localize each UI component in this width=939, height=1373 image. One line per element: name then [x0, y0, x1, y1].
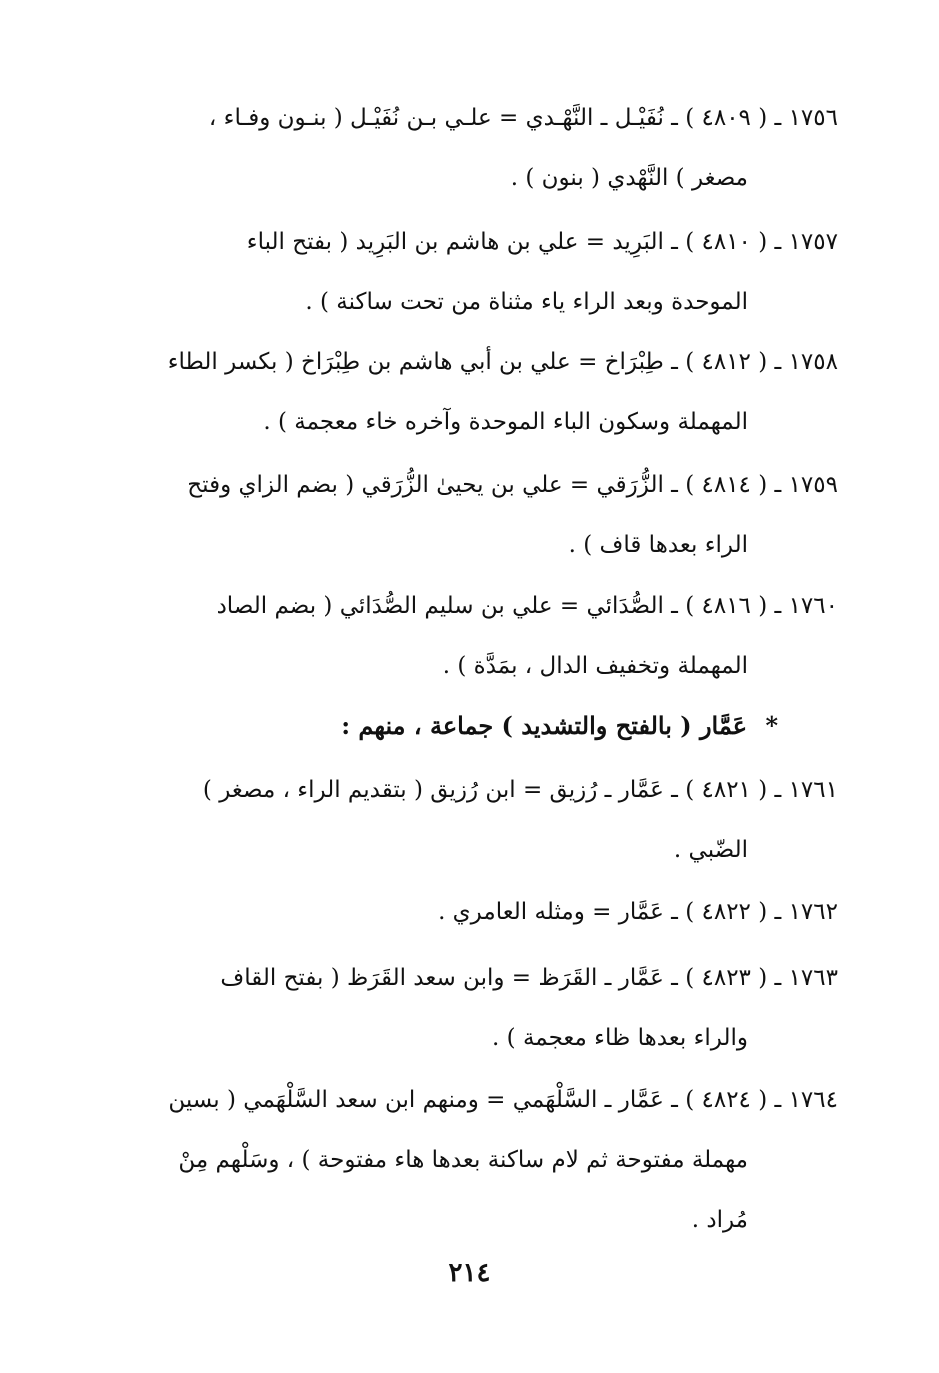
entry-1764	[78, 1070, 838, 1250]
entry-line: ١٧٥٨ ـ ( ٤٨١٢ ) ـ طِبْرَاخ = علي بن أبي هاشم بن طِبْرَاخ ( بكسر الطاء	[167, 349, 838, 375]
section-heading	[78, 706, 778, 746]
entry-line: الموحدة وبعد الراء ياء مثناة من تحت ساكنة ) .	[305, 289, 748, 315]
entry-line: ١٧٦٠ ـ ( ٤٨١٦ ) ـ الصُّدَائي = علي بن سليم الصُّدَائي ( بضم الصاد	[216, 593, 838, 619]
entry-line: الضّبي .	[673, 837, 748, 863]
entry-line: ١٧٥٦ ـ ( ٤٨٠٩ ) ـ نُفَيْـل ـ النَّهْـدي = علـي بـن نُفَيْـل ( بنـون وفـاء ،	[208, 105, 838, 131]
entry-1757	[78, 212, 838, 332]
entry-1758	[78, 332, 838, 452]
entry-line: والراء بعدها ظاء معجمة ) .	[492, 1025, 748, 1051]
entry-line: ١٧٥٩ ـ ( ٤٨١٤ ) ـ الزُّرَقي = علي بن يحيىٰ الزُّرَقي ( بضم الزاي وفتح	[187, 472, 838, 498]
entry-1762	[78, 882, 838, 942]
asterisk-icon: *	[765, 711, 778, 740]
entry-line: ١٧٦٣ ـ ( ٤٨٢٣ ) ـ عَمَّار ـ القَرَظ = وابن سعد القَرَظ ( بفتح القاف	[220, 965, 838, 991]
entry-line: مهملة مفتوحة ثم لام ساكنة بعدها هاء مفتوحة ) ، وسَلْهم مِنْ	[178, 1147, 748, 1173]
page-number: ٢١٤	[448, 1258, 491, 1288]
entry-1760	[78, 576, 838, 696]
entry-line: ١٧٦٤ ـ ( ٤٨٢٤ ) ـ عَمَّار ـ السَّلْهَمي = ومنهم ابن سعد السَّلْهَمي ( بسين	[168, 1087, 838, 1113]
entry-1761	[78, 760, 838, 880]
entry-line: ١٧٥٧ ـ ( ٤٨١٠ ) ـ البَرِيد = علي بن هاشم بن البَرِيد ( بفتح الباء	[246, 229, 838, 255]
entry-line: المهملة وسكون الباء الموحدة وآخره خاء معجمة ) .	[263, 409, 748, 435]
entry-line: ١٧٦١ ـ ( ٤٨٢١ ) ـ عَمَّار ـ رُزيق = ابن رُزيق ( بتقديم الراء ، مصغر )	[202, 777, 838, 803]
entry-line: مصغر ) النَّهْدي ( بنون ) .	[510, 165, 748, 191]
entry-line: المهملة وتخفيف الدال ، بمَدَّة ) .	[442, 653, 748, 679]
entry-line: مُراد .	[691, 1207, 748, 1233]
entry-1759	[78, 455, 838, 575]
entry-line: الراء بعدها قاف ) .	[568, 532, 748, 558]
section-heading-text: عَمَّار ( بالفتح والتشديد ) جماعة ، منهم :	[341, 711, 748, 740]
entry-line: ١٧٦٢ ـ ( ٤٨٢٢ ) ـ عَمَّار = ومثله العامري .	[438, 899, 838, 925]
entry-1763	[78, 948, 838, 1068]
entry-1756	[78, 88, 838, 208]
